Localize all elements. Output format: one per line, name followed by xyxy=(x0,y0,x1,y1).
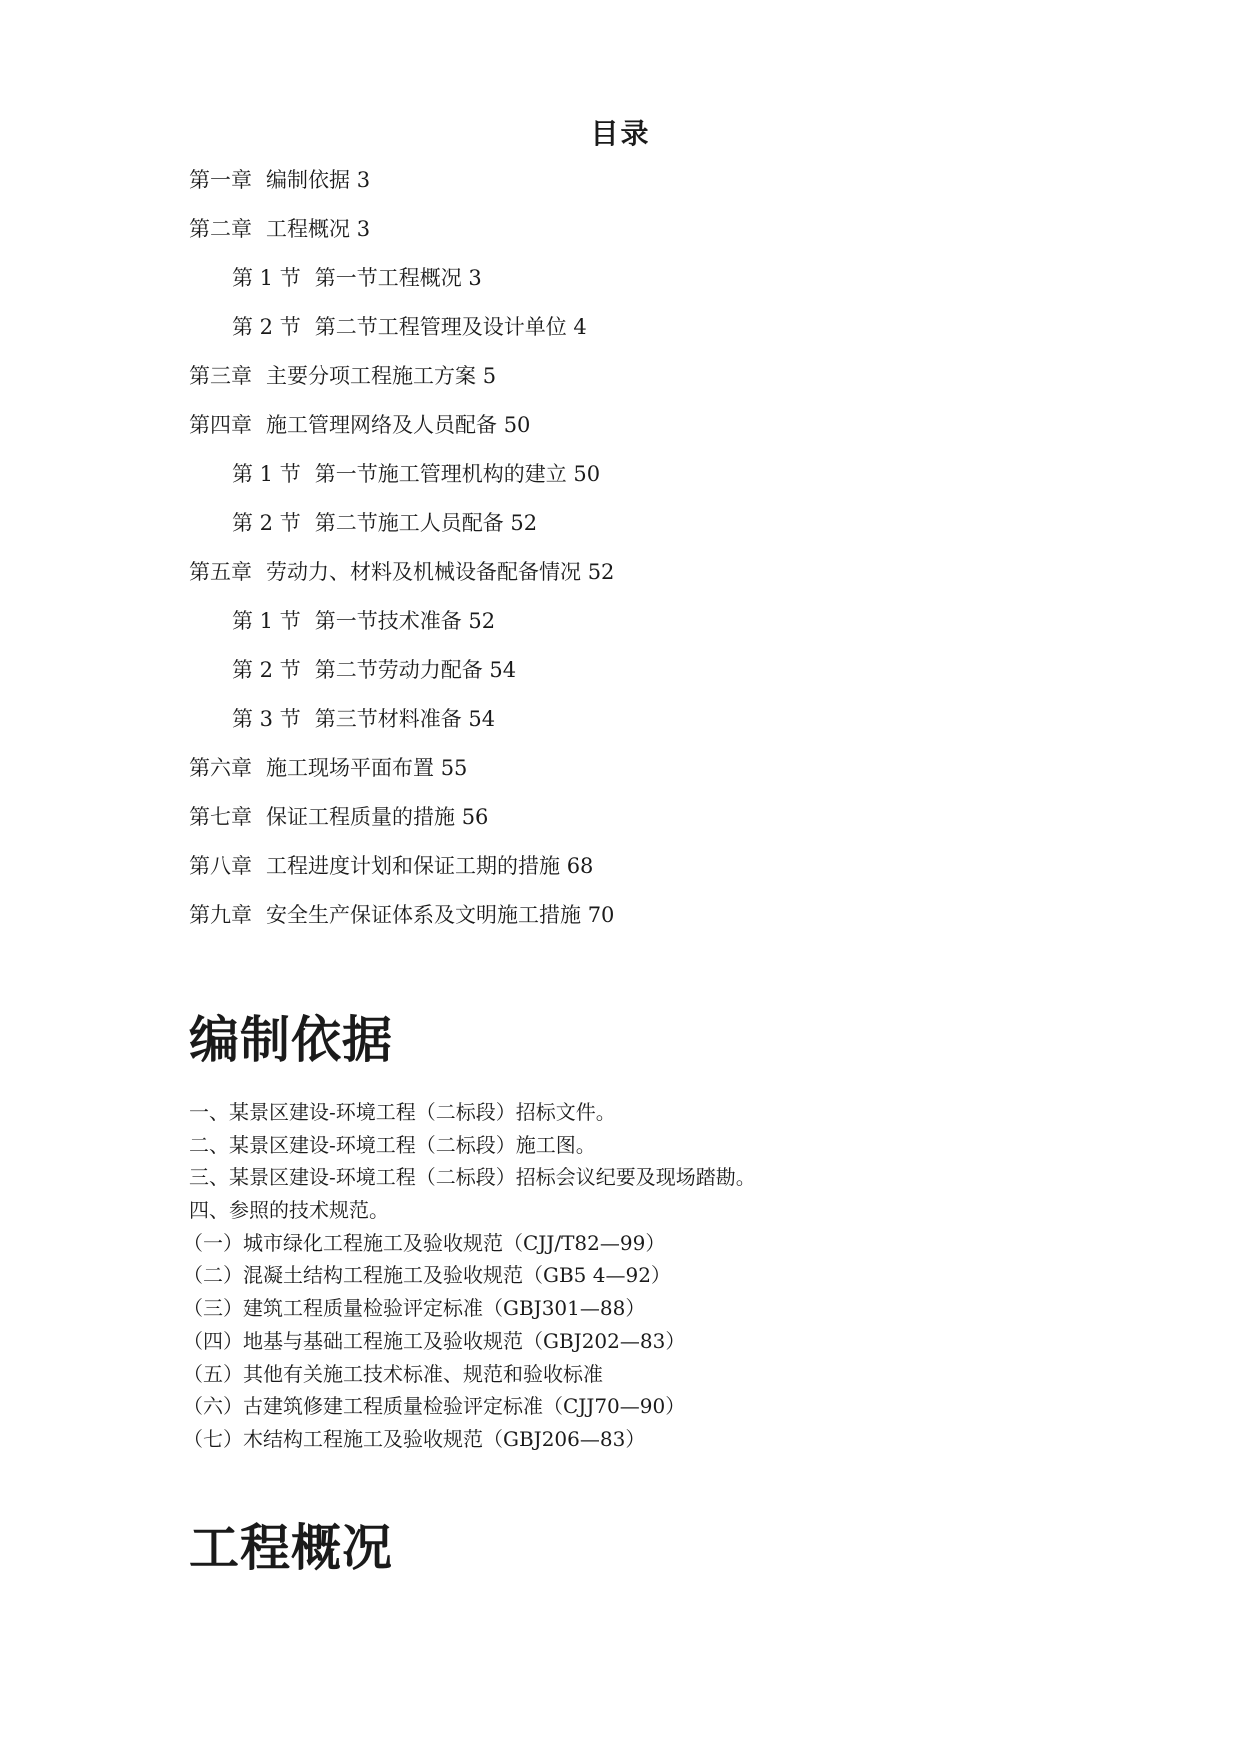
toc-entry-title: 第二节劳动力配备 xyxy=(314,658,483,682)
toc-entry[interactable] xyxy=(189,609,1089,658)
toc-entry-number: 第五章 xyxy=(189,560,252,584)
toc-entry[interactable] xyxy=(189,413,1089,462)
toc-entry-page: 50 xyxy=(503,413,531,437)
toc-title: 目录 xyxy=(590,117,651,150)
toc-entry-title: 工程概况 xyxy=(266,217,350,241)
toc-entry-page: 70 xyxy=(587,903,615,927)
toc-entry-title: 第二节工程管理及设计单位 xyxy=(314,315,567,339)
toc-entry-title: 施工现场平面布置 xyxy=(266,756,434,780)
toc-entry-number: 第六章 xyxy=(189,756,252,780)
toc-entry[interactable] xyxy=(189,511,1089,560)
toc-entry-title: 施工管理网络及人员配备 xyxy=(266,413,497,437)
toc-entry-title: 第一节施工管理机构的建立 xyxy=(314,462,567,486)
toc-entry-page: 50 xyxy=(573,462,601,486)
basis-item: 三、某景区建设-环境工程（二标段）招标会议纪要及现场踏勘。 xyxy=(189,1165,756,1190)
toc-entry-page: 5 xyxy=(482,364,497,388)
toc-entry[interactable] xyxy=(189,756,1089,805)
basis-item: （四）地基与基础工程施工及验收规范（GBJ202—83） xyxy=(183,1328,686,1353)
toc-entry-title: 第一节工程概况 xyxy=(314,266,462,290)
basis-item: （一）城市绿化工程施工及验收规范（CJJ/T82—99） xyxy=(183,1230,666,1255)
toc-entry-page: 52 xyxy=(587,560,615,584)
toc-entry-title: 工程进度计划和保证工期的措施 xyxy=(266,854,560,878)
basis-item: （三）建筑工程质量检验评定标准（GBJ301—88） xyxy=(183,1296,646,1321)
basis-item: 二、某景区建设-环境工程（二标段）施工图。 xyxy=(189,1132,596,1157)
toc-entry-page: 3 xyxy=(356,168,371,192)
toc-entry-page: 3 xyxy=(356,217,371,241)
toc-entry-title: 第二节施工人员配备 xyxy=(314,511,504,535)
toc-entry-number: 第八章 xyxy=(189,854,252,878)
toc-entry[interactable] xyxy=(189,560,1089,609)
toc-entry-page: 54 xyxy=(489,658,517,682)
toc-entry[interactable] xyxy=(189,266,1089,315)
toc-entry-title: 保证工程质量的措施 xyxy=(266,805,455,829)
toc-entry[interactable] xyxy=(189,168,1089,217)
section-heading-overview: 工程概况 xyxy=(189,1518,393,1577)
toc-entry-page: 56 xyxy=(461,805,489,829)
toc-entry[interactable] xyxy=(189,805,1089,854)
basis-list xyxy=(183,1100,1089,1460)
toc-entry-title: 编制依据 xyxy=(266,168,350,192)
toc-entry-page: 55 xyxy=(440,756,468,780)
section-heading-basis: 编制依据 xyxy=(189,1010,393,1069)
toc-entry[interactable] xyxy=(189,658,1089,707)
table-of-contents xyxy=(189,168,1089,952)
toc-entry-number: 第 2 节 xyxy=(232,315,301,339)
toc-entry-page: 52 xyxy=(510,511,538,535)
toc-entry-title: 第一节技术准备 xyxy=(314,609,462,633)
toc-entry[interactable] xyxy=(189,462,1089,511)
basis-item: （七）木结构工程施工及验收规范（GBJ206—83） xyxy=(183,1426,646,1451)
basis-item: （六）古建筑修建工程质量检验评定标准（CJJ70—90） xyxy=(183,1394,686,1419)
toc-entry[interactable] xyxy=(189,903,1089,952)
toc-entry-number: 第一章 xyxy=(189,168,252,192)
toc-entry-number: 第 1 节 xyxy=(232,266,301,290)
toc-entry[interactable] xyxy=(189,315,1089,364)
toc-entry-number: 第二章 xyxy=(189,217,252,241)
toc-entry-number: 第 1 节 xyxy=(232,462,301,486)
toc-entry[interactable] xyxy=(189,364,1089,413)
toc-entry-number: 第 2 节 xyxy=(232,658,301,682)
toc-entry[interactable] xyxy=(189,707,1089,756)
toc-entry-number: 第 3 节 xyxy=(232,707,301,731)
toc-entry-page: 3 xyxy=(468,266,482,290)
toc-entry-number: 第 1 节 xyxy=(232,609,301,633)
toc-entry-title: 主要分项工程施工方案 xyxy=(266,364,476,388)
toc-entry-page: 52 xyxy=(468,609,496,633)
toc-entry-title: 第三节材料准备 xyxy=(314,707,462,731)
toc-entry[interactable] xyxy=(189,217,1089,266)
toc-entry-page: 68 xyxy=(566,854,594,878)
toc-entry-number: 第三章 xyxy=(189,364,252,388)
toc-entry-number: 第七章 xyxy=(189,805,252,829)
toc-entry-page: 4 xyxy=(573,315,587,339)
toc-entry-page: 54 xyxy=(468,707,496,731)
basis-item: 四、参照的技术规范。 xyxy=(189,1198,389,1223)
toc-entry-number: 第九章 xyxy=(189,903,252,927)
toc-entry-number: 第四章 xyxy=(189,413,252,437)
basis-item: （五）其他有关施工技术标准、规范和验收标准 xyxy=(183,1361,603,1386)
toc-entry[interactable] xyxy=(189,854,1089,903)
toc-entry-title: 劳动力、材料及机械设备配备情况 xyxy=(266,560,581,584)
basis-item: （二）混凝土结构工程施工及验收规范（GB5 4—92） xyxy=(183,1263,671,1288)
toc-entry-title: 安全生产保证体系及文明施工措施 xyxy=(266,903,581,927)
toc-entry-number: 第 2 节 xyxy=(232,511,301,535)
basis-item: 一、某景区建设-环境工程（二标段）招标文件。 xyxy=(189,1100,616,1124)
